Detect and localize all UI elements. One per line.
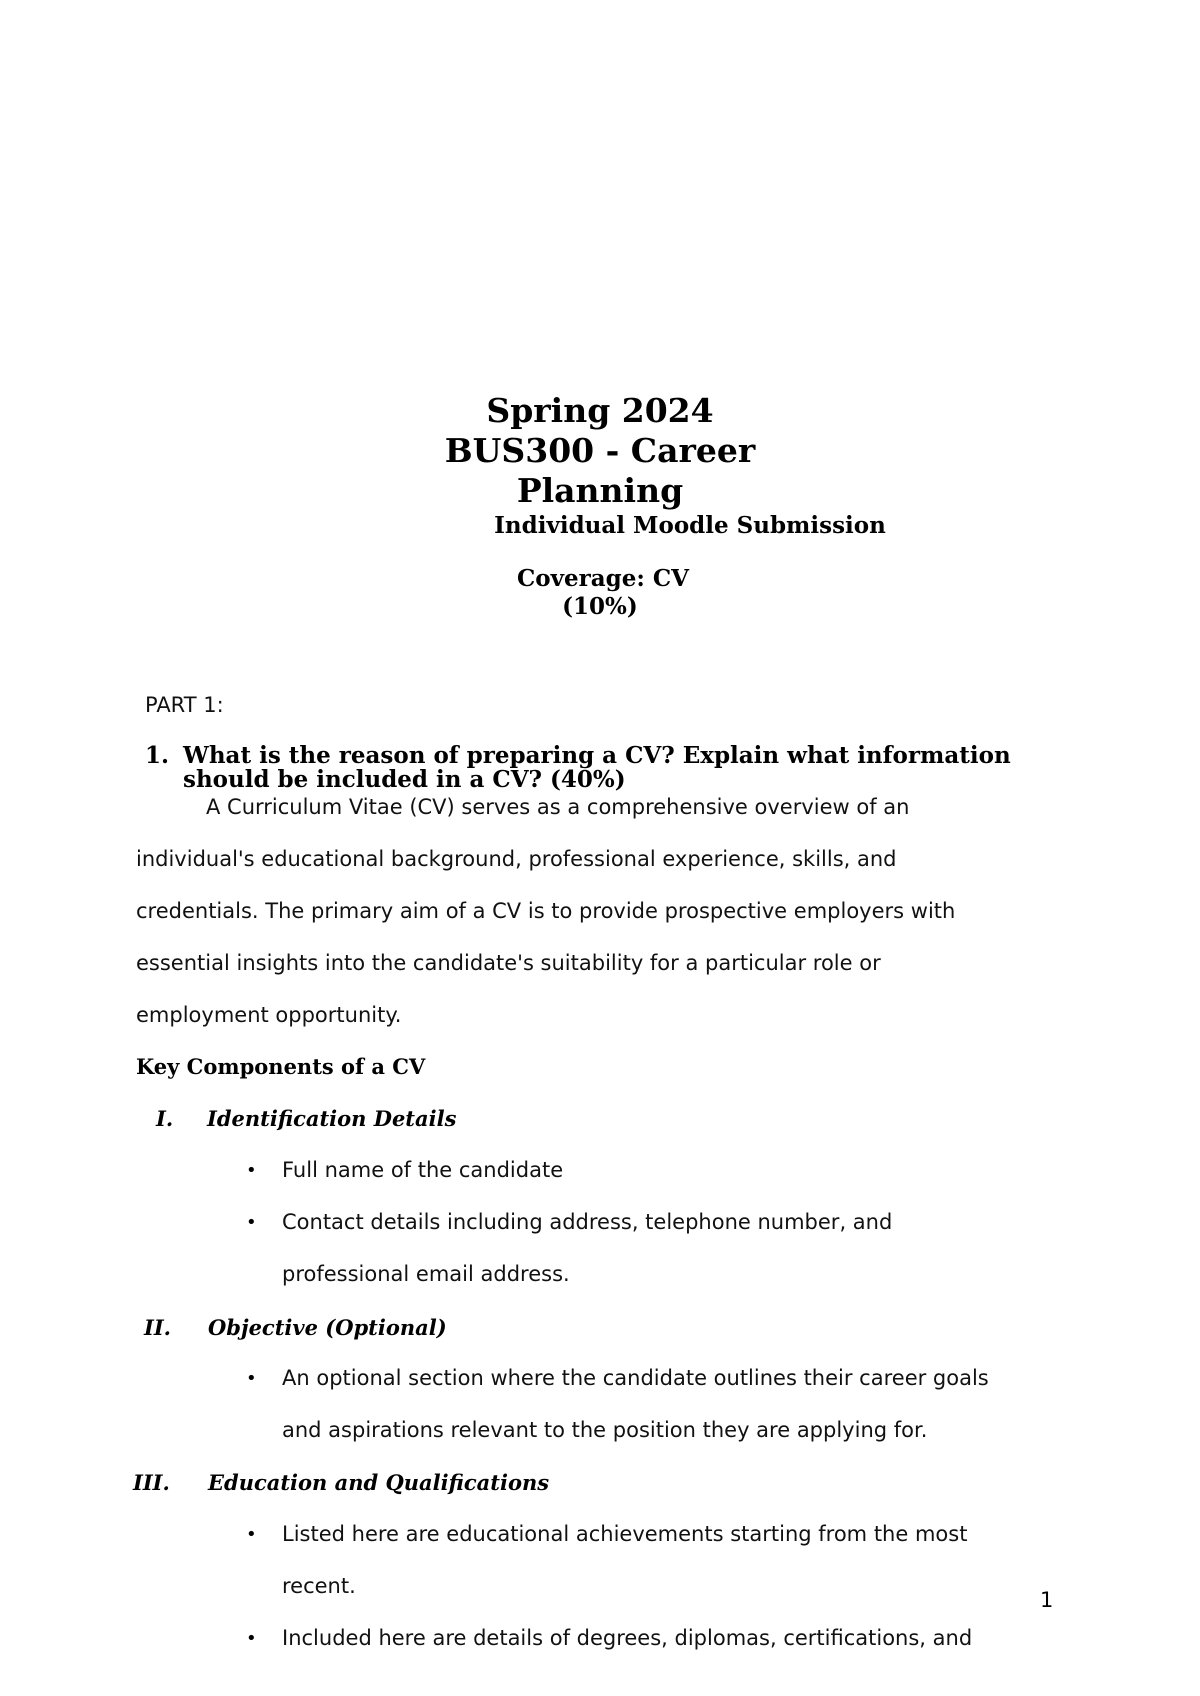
bullet-marker: • — [246, 1212, 257, 1233]
submission-type: Individual Moodle Submission — [494, 512, 886, 539]
section-numeral: II. — [144, 1315, 171, 1340]
bullet-marker: • — [246, 1524, 257, 1545]
question-line-1: What is the reason of preparing a CV? Explain what information — [183, 742, 1011, 769]
bullet-text: Contact details including address, telephone number, and — [282, 1210, 893, 1234]
bullet-text: An optional section where the candidate outlines their career goals — [282, 1366, 989, 1390]
paragraph-line: credentials. The primary aim of a CV is to provide prospective employers with — [136, 899, 956, 923]
part-label: PART 1: — [145, 693, 224, 717]
bullet-text-continued: recent. — [282, 1574, 356, 1598]
question-line-2: should be included in a CV? (40%) — [183, 766, 626, 793]
question-number: 1. — [145, 742, 170, 769]
bullet-text-continued: and aspirations relevant to the position they are applying for. — [282, 1418, 928, 1442]
bullet-text-continued: professional email address. — [282, 1262, 570, 1286]
paragraph-line: individual's educational background, professional experience, skills, and — [136, 847, 897, 871]
course-title-continued: Planning — [516, 471, 684, 510]
bullet-text: Listed here are educational achievements starting from the most — [282, 1522, 968, 1546]
coverage-label: Coverage: CV — [516, 565, 690, 592]
bullet-marker: • — [246, 1368, 257, 1389]
course-title: BUS300 - Career — [444, 431, 756, 470]
key-components-heading: Key Components of a CV — [136, 1054, 426, 1079]
coverage-weight: (10%) — [562, 593, 638, 620]
term-title: Spring 2024 — [486, 391, 714, 430]
paragraph-line: employment opportunity. — [136, 1003, 402, 1027]
bullet-text: Included here are details of degrees, diplomas, certifications, and — [282, 1626, 973, 1650]
section-numeral: III. — [133, 1470, 170, 1495]
bullet-marker: • — [246, 1628, 257, 1649]
page-number: 1 — [1040, 1588, 1054, 1612]
bullet-text: Full name of the candidate — [282, 1158, 564, 1182]
paragraph-line: A Curriculum Vitae (CV) serves as a comprehensive overview of an — [206, 795, 910, 819]
paragraph-line: essential insights into the candidate's suitability for a particular role or — [136, 951, 881, 975]
section-title: Identification Details — [207, 1106, 457, 1131]
bullet-marker: • — [246, 1160, 257, 1181]
section-numeral: I. — [156, 1106, 174, 1131]
section-title: Education and Qualifications — [208, 1470, 550, 1495]
section-title: Objective (Optional) — [208, 1315, 447, 1340]
